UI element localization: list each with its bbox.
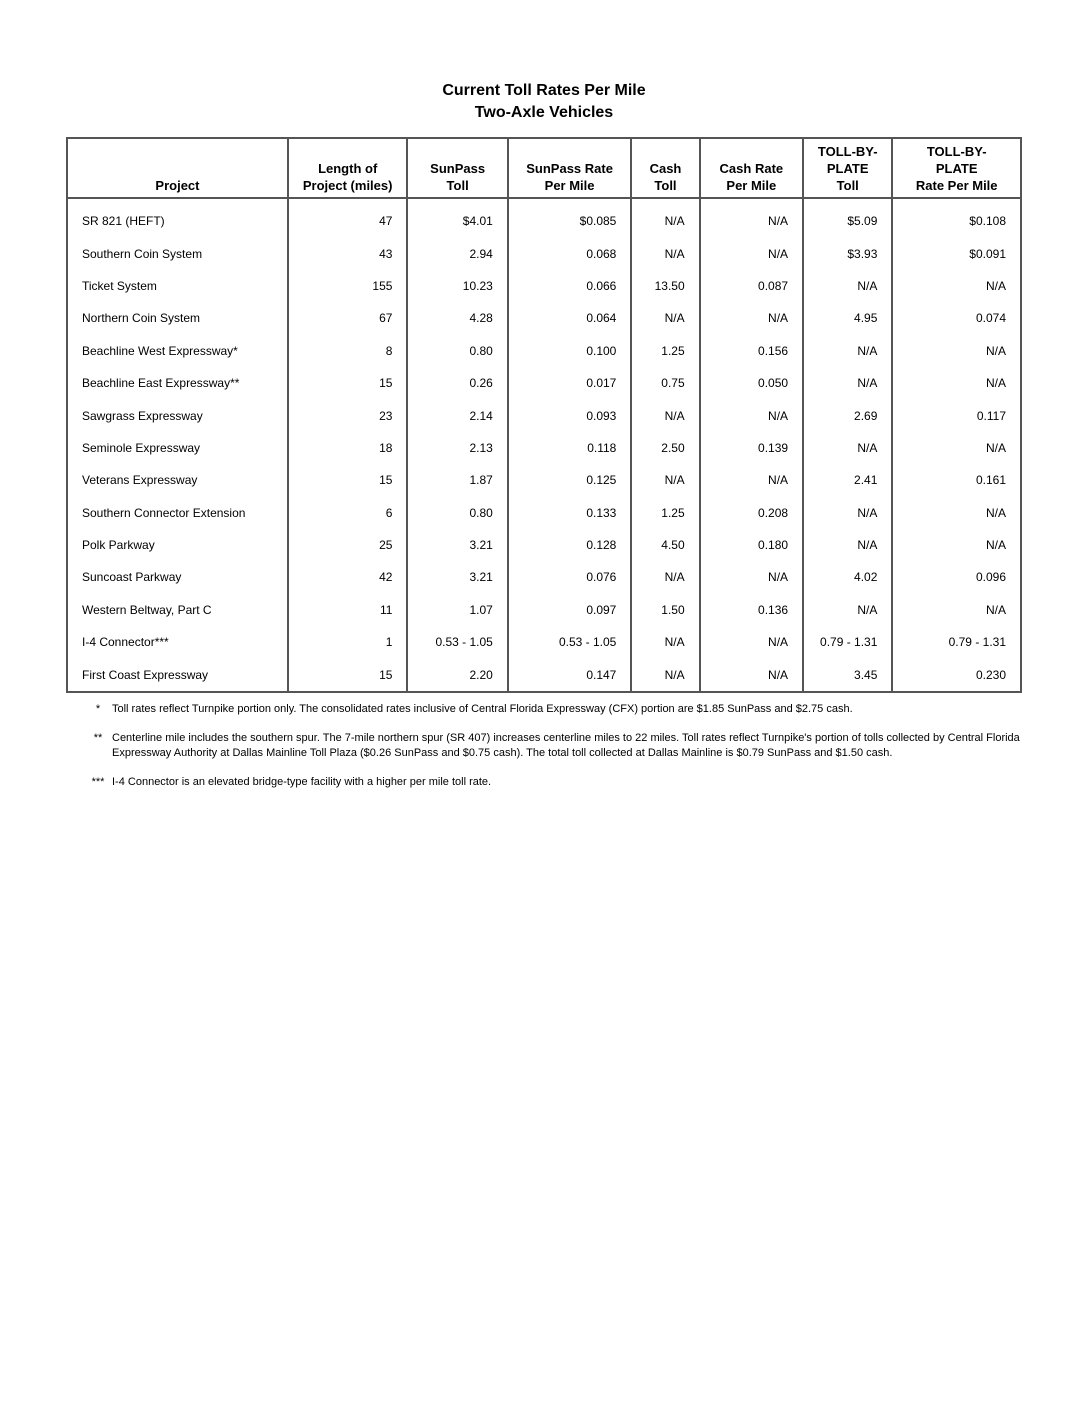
table-row — [67, 464, 1021, 496]
table-row — [67, 399, 1021, 431]
table-cell: 3.21 — [407, 529, 507, 561]
table-cell: 1.87 — [407, 464, 507, 496]
table-cell: 0.147 — [508, 658, 632, 691]
table-cell: N/A — [803, 529, 892, 561]
project-name-cell: Southern Connector Extension — [67, 497, 288, 529]
column-header — [407, 138, 507, 198]
document-title — [0, 80, 1088, 124]
table-cell: 1.25 — [631, 335, 699, 367]
table-cell: 0.074 — [975, 311, 1006, 326]
table-cell: $4.01 — [407, 198, 507, 237]
table-cell: N/A — [985, 440, 1006, 455]
table-cell: N/A — [631, 237, 699, 269]
table-cell: 0.75 — [631, 367, 699, 399]
table-cell: $0.085 — [508, 198, 632, 237]
project-name-cell: Beachline West Expressway* — [67, 335, 288, 367]
table-cell: 0.093 — [508, 399, 632, 431]
project-name-cell: Suncoast Parkway — [67, 561, 288, 593]
table-cell: N/A — [631, 626, 699, 658]
table-cell: 0.161 — [975, 473, 1006, 488]
table-row — [67, 561, 1021, 593]
table-cell: 2.13 — [407, 432, 507, 464]
table-row — [67, 626, 1021, 658]
toll-rates-table — [66, 137, 1022, 693]
table-cell: 2.69 — [803, 399, 892, 431]
footnote-mark: *** — [91, 776, 105, 788]
table-cell: 18 — [288, 432, 408, 464]
project-name-cell: I-4 Connector*** — [67, 626, 288, 658]
table-cell: 10.23 — [407, 270, 507, 302]
table-cell: 2.94 — [407, 237, 507, 269]
footnote-text: I-4 Connector is an elevated bridge-type facility with a higher per mile toll rate. — [112, 776, 492, 788]
column-header-line: Project (miles) — [302, 178, 393, 193]
column-header-line: SunPass — [430, 161, 486, 176]
table-cell: 0.80 — [407, 335, 507, 367]
column-header-line: Length of — [318, 161, 378, 176]
column-header-line: PLATE — [935, 161, 978, 176]
table-cell: N/A — [631, 561, 699, 593]
footnote-mark: * — [95, 703, 101, 715]
project-name-cell: Northern Coin System — [67, 302, 288, 334]
column-header-line: Per Mile — [726, 178, 777, 193]
project-name-cell: Seminole Expressway — [67, 432, 288, 464]
table-cell: 23 — [288, 399, 408, 431]
table-cell: N/A — [985, 602, 1006, 617]
table-row — [67, 270, 1021, 302]
table-cell: N/A — [700, 237, 803, 269]
table-cell: 15 — [288, 464, 408, 496]
project-name-cell: Ticket System — [67, 270, 288, 302]
column-header — [288, 138, 408, 198]
table-cell: 0.139 — [700, 432, 803, 464]
table-cell: 0.208 — [700, 497, 803, 529]
table-cell: 0.066 — [508, 270, 632, 302]
table-cell: N/A — [803, 367, 892, 399]
table-cell: N/A — [631, 302, 699, 334]
table-cell: N/A — [803, 594, 892, 626]
column-header — [67, 138, 288, 198]
project-name-cell: Polk Parkway — [67, 529, 288, 561]
footnote — [84, 731, 1024, 761]
project-name-cell: Western Beltway, Part C — [67, 594, 288, 626]
table-cell: 0.097 — [508, 594, 632, 626]
table-cell: 8 — [288, 335, 408, 367]
table-row — [67, 497, 1021, 529]
table-cell: N/A — [631, 198, 699, 237]
project-name-cell: Sawgrass Expressway — [67, 399, 288, 431]
table-cell: 0.100 — [508, 335, 632, 367]
table-cell: 0.53 - 1.05 — [407, 626, 507, 658]
table-cell: 0.156 — [700, 335, 803, 367]
column-header-line: Per Mile — [544, 178, 595, 193]
footnote — [84, 775, 1024, 790]
column-header-line: TOLL-BY- — [926, 144, 987, 159]
footnote — [84, 702, 1024, 717]
project-name-cell: Beachline East Expressway** — [67, 367, 288, 399]
table-cell: 0.096 — [975, 570, 1006, 585]
table-cell: N/A — [631, 464, 699, 496]
table-cell: $3.93 — [803, 237, 892, 269]
table-cell: 0.064 — [508, 302, 632, 334]
project-name-cell: SR 821 (HEFT) — [67, 198, 288, 237]
table-cell: 4.50 — [631, 529, 699, 561]
table-cell: 0.80 — [407, 497, 507, 529]
table-cell: 0.53 - 1.05 — [508, 626, 632, 658]
table-cell: N/A — [803, 335, 892, 367]
table-cell: 0.230 — [975, 667, 1006, 682]
table-cell: 2.14 — [407, 399, 507, 431]
table-cell: N/A — [803, 497, 892, 529]
table-cell: 13.50 — [631, 270, 699, 302]
table-cell: 0.087 — [700, 270, 803, 302]
table-cell: $0.091 — [969, 246, 1006, 261]
column-header-line: Cash Rate — [719, 161, 784, 176]
column-header-line: Toll — [654, 178, 677, 193]
column-header-line: SunPass Rate — [526, 161, 613, 176]
table-header-row — [67, 138, 1021, 198]
column-header-line: Toll — [836, 178, 859, 193]
table-cell: 1.07 — [407, 594, 507, 626]
table-cell: 1 — [288, 626, 408, 658]
table-cell: 0.050 — [700, 367, 803, 399]
footnote-text: Centerline mile includes the southern spur. The 7-mile northern spur (SR 407) increases centerline miles to 22 miles. Toll rates reflect Turnpike's portion of tolls collected by Central Florida Expressway Authority at Dallas Mainline Toll Plaza ($0.26 SunPass and $0.75 cash). The total toll collected at Dallas Mainline is $0.79 SunPass and $1.50 cash. — [112, 732, 1020, 759]
table-cell: N/A — [985, 278, 1006, 293]
column-header-line: Cash — [649, 161, 682, 176]
table-cell: 15 — [288, 367, 408, 399]
table-cell: N/A — [700, 658, 803, 691]
table-cell: 4.02 — [803, 561, 892, 593]
table-cell: N/A — [700, 399, 803, 431]
table-cell: N/A — [803, 270, 892, 302]
table-cell: 43 — [288, 237, 408, 269]
column-header-line: Rate Per Mile — [915, 178, 998, 193]
table-row — [67, 658, 1021, 691]
column-header-line: TOLL-BY- — [817, 144, 878, 159]
table-row — [67, 529, 1021, 561]
table-cell: 15 — [288, 658, 408, 691]
table-cell: 47 — [288, 198, 408, 237]
table-cell: N/A — [985, 538, 1006, 553]
table-cell: N/A — [631, 399, 699, 431]
table-cell: N/A — [985, 376, 1006, 391]
column-header — [892, 138, 1021, 198]
table-cell: 2.41 — [803, 464, 892, 496]
footnote-text: Toll rates reflect Turnpike portion only. The consolidated rates inclusive of Central Florida Expressway (CFX) portion are $1.85 SunPass and $2.75 cash. — [112, 703, 853, 715]
table-cell: 1.50 — [631, 594, 699, 626]
table-cell: N/A — [985, 343, 1006, 358]
table-cell: 0.017 — [508, 367, 632, 399]
column-header-line: Project — [155, 178, 200, 193]
column-header — [700, 138, 803, 198]
project-name-cell: Veterans Expressway — [67, 464, 288, 496]
table-cell: $5.09 — [803, 198, 892, 237]
table-cell: 3.45 — [803, 658, 892, 691]
footnotes — [84, 702, 1024, 804]
table-cell: 0.118 — [508, 432, 632, 464]
column-header — [803, 138, 892, 198]
table-body — [67, 198, 1021, 692]
table-cell: 4.28 — [407, 302, 507, 334]
table-cell: N/A — [985, 505, 1006, 520]
table-cell: 25 — [288, 529, 408, 561]
table-row — [67, 198, 1021, 237]
title-line-2: Two-Axle Vehicles — [474, 104, 614, 121]
table-cell: 0.133 — [508, 497, 632, 529]
table-row — [67, 367, 1021, 399]
table-cell: 4.95 — [803, 302, 892, 334]
table-cell: 3.21 — [407, 561, 507, 593]
table-cell: 42 — [288, 561, 408, 593]
table-cell: N/A — [700, 626, 803, 658]
table-cell: 0.128 — [508, 529, 632, 561]
table-cell: N/A — [700, 561, 803, 593]
table-cell: 0.117 — [976, 408, 1006, 423]
table-row — [67, 237, 1021, 269]
project-name-cell: First Coast Expressway — [67, 658, 288, 691]
table-cell: 0.076 — [508, 561, 632, 593]
column-header — [508, 138, 632, 198]
column-header — [631, 138, 699, 198]
table-cell: 2.50 — [631, 432, 699, 464]
table-row — [67, 432, 1021, 464]
table-cell: N/A — [700, 302, 803, 334]
table-cell: 2.20 — [407, 658, 507, 691]
table-cell: 0.79 - 1.31 — [948, 635, 1006, 650]
table-cell: 0.180 — [700, 529, 803, 561]
table-cell: N/A — [803, 432, 892, 464]
table-row — [67, 302, 1021, 334]
table-cell: 0.068 — [508, 237, 632, 269]
table-cell: N/A — [631, 658, 699, 691]
table-cell: N/A — [700, 198, 803, 237]
table-cell: $0.108 — [969, 214, 1006, 229]
table-cell: 155 — [288, 270, 408, 302]
table-cell: 0.26 — [407, 367, 507, 399]
column-header-line: PLATE — [826, 161, 869, 176]
table-cell: 0.79 - 1.31 — [803, 626, 892, 658]
table-cell: 67 — [288, 302, 408, 334]
table-cell: 0.136 — [700, 594, 803, 626]
table-cell: 6 — [288, 497, 408, 529]
table-row — [67, 594, 1021, 626]
project-name-cell: Southern Coin System — [67, 237, 288, 269]
table-cell: 11 — [288, 594, 408, 626]
table-row — [67, 335, 1021, 367]
column-header-line: Toll — [446, 178, 469, 193]
table-cell: N/A — [700, 464, 803, 496]
table-cell: 0.125 — [508, 464, 632, 496]
title-line-1: Current Toll Rates Per Mile — [442, 82, 646, 99]
footnote-mark: ** — [93, 732, 103, 744]
table-cell: 1.25 — [631, 497, 699, 529]
